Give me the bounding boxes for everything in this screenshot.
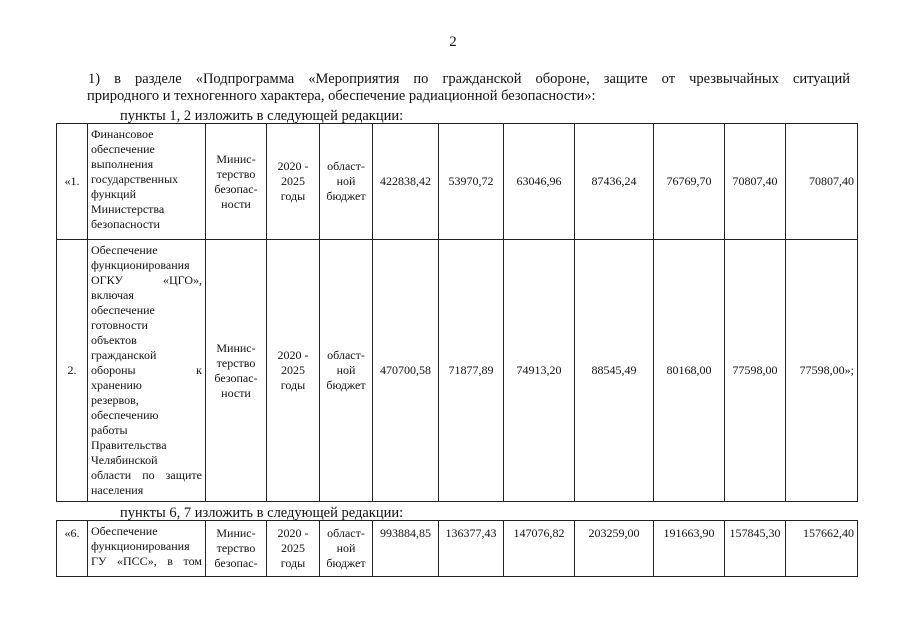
- executor-line: ности: [221, 385, 251, 400]
- table-row: [57, 240, 858, 502]
- item-name-line: функций: [91, 187, 136, 201]
- amount-cell: 157662,40: [786, 521, 858, 577]
- amount-cell: 88545,49: [575, 240, 654, 502]
- funding-source-line: област-: [327, 525, 365, 540]
- page-number: 2: [449, 34, 457, 50]
- item-name-line: Челябинской: [91, 453, 158, 467]
- intro-line-2: природного и техногенного характера, обеспечение радиационной безопасности»:: [87, 88, 596, 104]
- item-name-line: Обеспечение: [91, 243, 158, 257]
- item-name-line: хранению: [91, 378, 142, 392]
- executor-line: безопас-: [214, 370, 258, 385]
- executor-line: терство: [216, 540, 256, 555]
- table-items-1-2: [56, 123, 858, 502]
- item-name-line: резервов,: [91, 393, 139, 407]
- period-line: 2025: [281, 540, 305, 555]
- item-name: [88, 521, 206, 577]
- item-name-line: ГУ «ПСС», в том: [91, 554, 202, 568]
- executor: [206, 124, 267, 240]
- executor-line: ности: [221, 196, 251, 211]
- amount-cell: 136377,43: [439, 521, 504, 577]
- item-name-line: Правительства: [91, 438, 167, 452]
- executor: [206, 240, 267, 502]
- item-name-line: готовности: [91, 318, 148, 332]
- amount-cell: 993884,85: [373, 521, 439, 577]
- executor: [206, 521, 267, 577]
- period: [267, 521, 320, 577]
- item-name-line: Обеспечение: [91, 524, 158, 538]
- amount-cell: 157845,30: [725, 521, 786, 577]
- period-line: 2020 -: [277, 159, 309, 173]
- instruction-2: пункты 6, 7 изложить в следующей редакции:: [120, 505, 404, 521]
- item-name-line: включая: [91, 288, 134, 302]
- item-name-line: обеспечение: [91, 303, 155, 317]
- item-name-line: государственных: [91, 172, 179, 186]
- amount-cell: 76769,70: [654, 124, 725, 240]
- funding-source: [320, 124, 373, 240]
- funding-source-line: бюджет: [326, 555, 366, 570]
- intro-line-1: 1) в разделе «Подпрограмма «Мероприятия по гражданской обороне, защите от чрезвычайных ситуаций: [88, 71, 850, 87]
- executor-line: безопас-: [214, 181, 258, 196]
- amount-cell: 74913,20: [504, 240, 575, 502]
- executor-line: Минис-: [216, 525, 256, 540]
- row-number: 2.: [57, 240, 88, 502]
- item-name-line: обеспечению: [91, 408, 159, 422]
- table-items-6-7: [56, 520, 858, 577]
- period-line: 2020 -: [277, 525, 309, 540]
- period: [267, 240, 320, 502]
- executor-line: безопас-: [214, 555, 258, 570]
- funding-source-line: ной: [336, 540, 356, 555]
- funding-source-line: бюджет: [326, 189, 366, 203]
- item-name-line: населения: [91, 483, 144, 497]
- executor-line: терство: [216, 355, 256, 370]
- funding-source: [320, 521, 373, 577]
- item-name-line: обороны к: [91, 363, 202, 377]
- amount-cell: 63046,96: [504, 124, 575, 240]
- amount-cell: 147076,82: [504, 521, 575, 577]
- funding-source-line: ной: [336, 174, 356, 188]
- amount-cell: 203259,00: [575, 521, 654, 577]
- amount-cell: 53970,72: [439, 124, 504, 240]
- amount-cell: 70807,40: [725, 124, 786, 240]
- instruction-1: пункты 1, 2 изложить в следующей редакции:: [120, 108, 404, 124]
- item-name-line: области по защите: [91, 468, 202, 482]
- period-line: 2025: [281, 174, 305, 188]
- row-number: «6.: [57, 521, 88, 577]
- item-name-line: безопасности: [91, 217, 160, 231]
- amount-cell: 422838,42: [373, 124, 439, 240]
- period-line: годы: [280, 378, 306, 392]
- amount-cell: 77598,00: [725, 240, 786, 502]
- amount-cell: 70807,40: [786, 124, 858, 240]
- item-name-line: гражданской: [91, 348, 157, 362]
- amount-cell: 87436,24: [575, 124, 654, 240]
- period: [267, 124, 320, 240]
- table-row: [57, 521, 858, 577]
- item-name-line: ОГКУ «ЦГО»,: [91, 273, 202, 287]
- funding-source-line: ной: [336, 363, 356, 377]
- amount-cell: 80168,00: [654, 240, 725, 502]
- amount-cell: 191663,90: [654, 521, 725, 577]
- item-name: [88, 124, 206, 240]
- executor-line: терство: [216, 166, 256, 181]
- item-name: [88, 240, 206, 502]
- period-line: 2025: [281, 363, 305, 377]
- period-line: 2020 -: [277, 348, 309, 362]
- amount-cell: 470700,58: [373, 240, 439, 502]
- funding-source-line: бюджет: [326, 378, 366, 392]
- item-name-line: обеспечение: [91, 142, 155, 156]
- item-name-line: выполнения: [91, 157, 154, 171]
- amount-cell: 77598,00»;: [786, 240, 858, 502]
- period-line: годы: [280, 555, 306, 570]
- item-name-line: функционирования: [91, 258, 190, 272]
- executor-line: Минис-: [216, 151, 256, 166]
- item-name-line: Финансовое: [91, 127, 154, 141]
- funding-source: [320, 240, 373, 502]
- item-name-line: Министерства: [91, 202, 165, 216]
- funding-source-line: област-: [327, 159, 365, 173]
- intro-paragraph: [88, 71, 850, 105]
- amount-cell: 71877,89: [439, 240, 504, 502]
- period-line: годы: [280, 189, 306, 203]
- item-name-line: объектов: [91, 333, 137, 347]
- item-name-line: работы: [91, 423, 128, 437]
- funding-source-line: област-: [327, 348, 365, 362]
- row-number: «1.: [57, 124, 88, 240]
- item-name-line: функционирования: [91, 539, 190, 553]
- executor-line: Минис-: [216, 340, 256, 355]
- table-row: [57, 124, 858, 240]
